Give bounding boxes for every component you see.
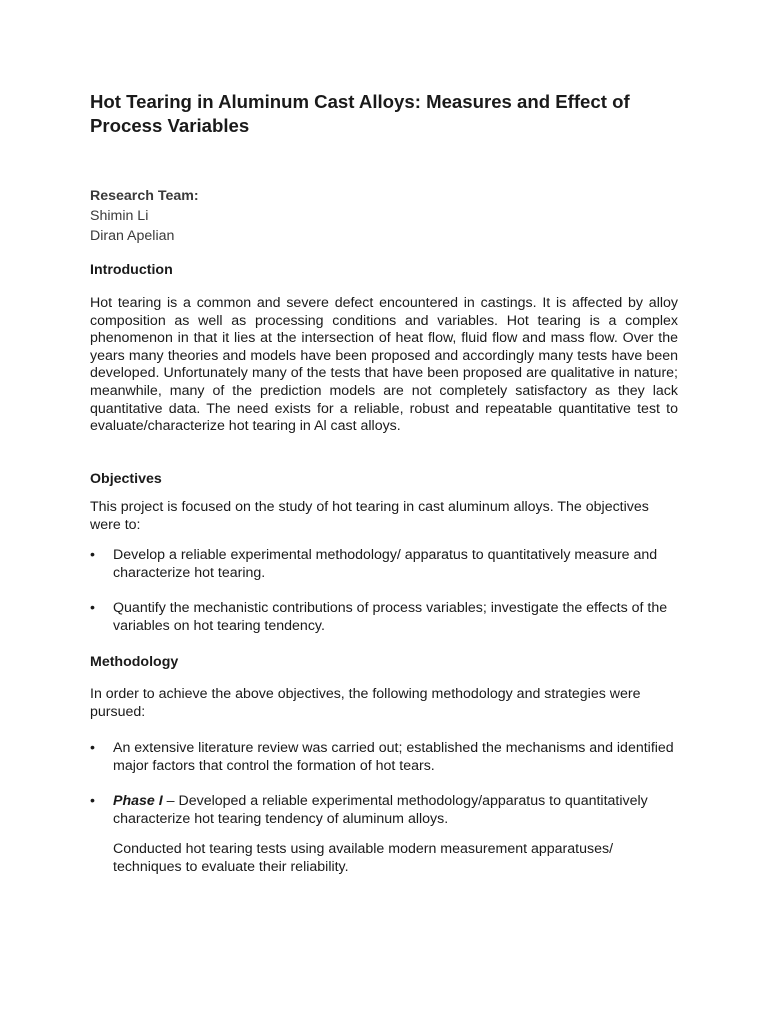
team-member: Shimin Li — [90, 208, 149, 224]
phase-label: Phase I — [113, 793, 163, 809]
team-member: Diran Apelian — [90, 228, 175, 244]
methodology-intro: In order to achieve the above objectives, the following methodology and strategies were pursued: — [90, 686, 641, 720]
bullet-icon: • — [90, 793, 95, 809]
bullet-icon: • — [90, 600, 95, 616]
research-team-label: Research Team: — [90, 188, 199, 204]
bullet-text: Quantify the mechanistic contributions of process variables; investigate the effects of the variables on hot tearing tendency. — [113, 600, 668, 634]
bullet-text — [113, 793, 679, 828]
introduction-paragraph: Hot tearing is a common and severe defect encountered in castings. It is affected by alloy composition as well as processing conditions and variables. Hot tearing is a complex phenomenon in that it lies at the intersection of heat flow, fluid flow and mass flow. Over the years many theories and models have been proposed and accordingly many tests have been developed. Unfortunately many of the tests that have been proposed are qualitative in nature; meanwhile, many of the prediction models are not completely satisfactory as they lack quantitative data. The need exists for a reliable, robust and repeatable quantitative test to evaluate/characterize hot tearing in Al cast alloys. — [90, 295, 678, 435]
bullet-text: An extensive literature review was carried out; established the mechanisms and identified major factors that control the formation of hot tears. — [113, 740, 674, 774]
bullet-text: Develop a reliable experimental methodology/ apparatus to quantitatively measure and characterize hot tearing. — [113, 547, 658, 581]
methodology-heading: Methodology — [90, 654, 179, 670]
phase-description: – Developed a reliable experimental methodology/apparatus to quantitatively characterize hot tearing tendency of aluminum alloys. — [113, 793, 648, 827]
introduction-heading: Introduction — [90, 262, 173, 278]
bullet-icon: • — [90, 547, 95, 563]
bullet-icon: • — [90, 740, 95, 756]
document-title: Hot Tearing in Aluminum Cast Alloys: Measures and Effect of Process Variables — [90, 91, 630, 136]
phase-sub-paragraph: Conducted hot tearing tests using available modern measurement apparatuses/ techniques to evaluate their reliability. — [113, 841, 614, 875]
objectives-intro: This project is focused on the study of hot tearing in cast aluminum alloys. The objectives were to: — [90, 499, 649, 533]
objectives-heading: Objectives — [90, 471, 162, 487]
